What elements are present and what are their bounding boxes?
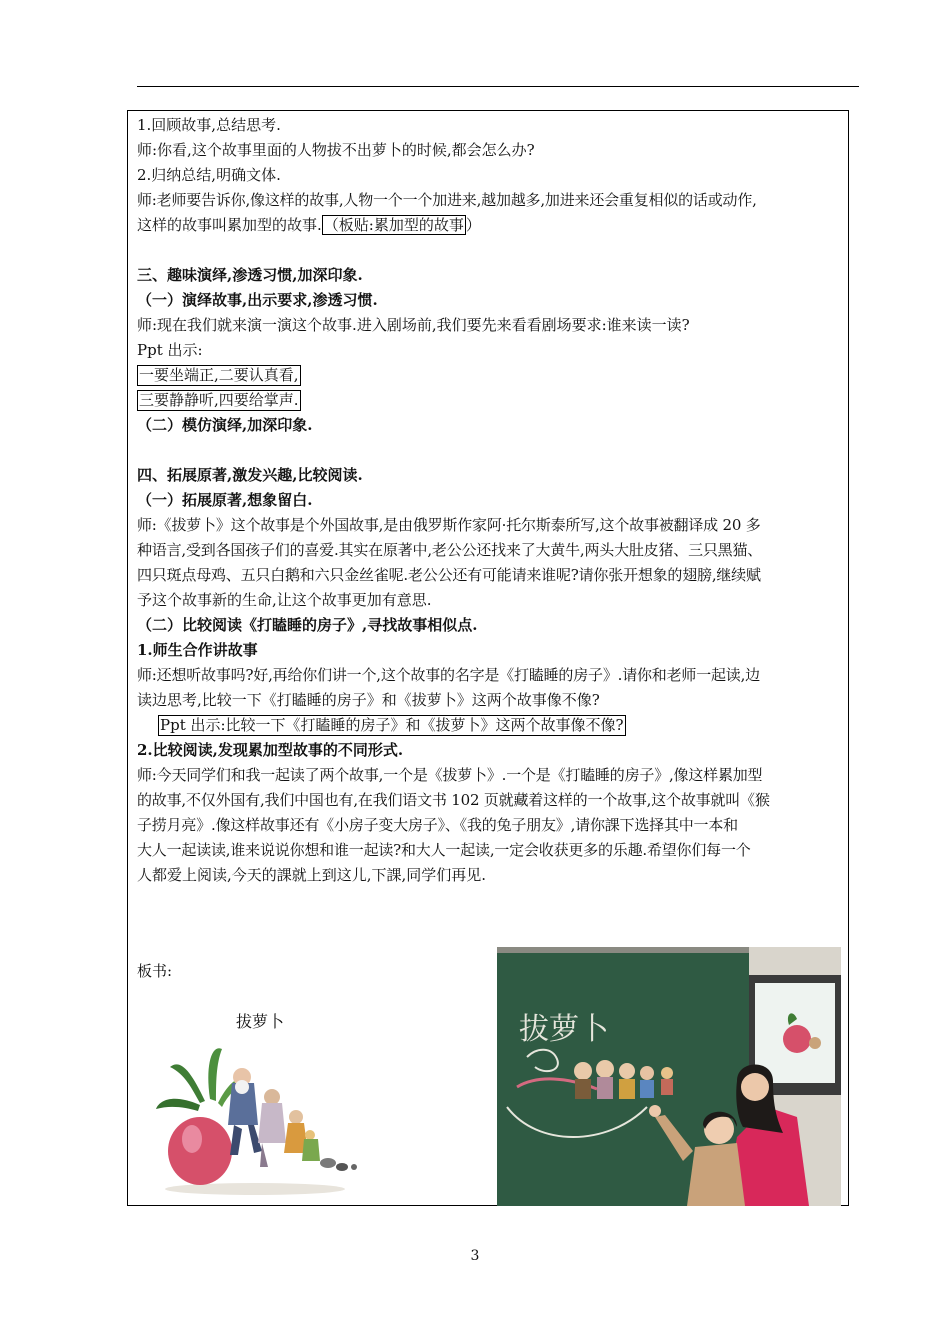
text-line: 师:老师要告诉你,像这样的故事,人物一个一个加进来,越加越多,加进来还会重复相似的话或动作,	[137, 191, 757, 209]
classroom-photo	[497, 947, 841, 1206]
subsection-heading: （一）演绎故事,出示要求,渗透习惯.	[137, 291, 378, 309]
ppt-compare-line	[137, 713, 843, 738]
text-line: 四只斑点母鸡、五只白鹅和六只金丝雀呢.老公公还有可能请来谁呢?请你张开想象的翅膀,继续赋	[137, 566, 761, 584]
blank-line	[137, 238, 843, 263]
lesson-content	[137, 113, 843, 888]
text-line: 1.回顾故事,总结思考.	[137, 116, 281, 134]
header-rule	[137, 86, 859, 87]
text-line: 师:你看,这个故事里面的人物拔不出萝卜的时候,都会怎么办?	[137, 141, 535, 159]
subsection-heading: （二）模仿演绎,加深印象.	[137, 416, 313, 434]
text-line	[137, 213, 843, 238]
text-line: 读边思考,比较一下《打瞌睡的房子》和《拔萝卜》这两个故事像不像?	[137, 691, 600, 709]
section-heading: 三、趣味演绎,渗透习惯,加深印象.	[137, 266, 363, 284]
section-heading: 四、拓展原著,激发兴趣,比较阅读.	[137, 466, 363, 484]
text-span: 这样的故事叫累加型的故事.	[137, 216, 322, 234]
radish-illustration	[150, 1039, 360, 1199]
subsection-heading: （二）比较阅读《打瞌睡的房子》,寻找故事相似点.	[137, 616, 478, 634]
ppt-compare-box: Ppt 出示:比较一下《打瞌睡的房子》和《拔萝卜》这两个故事像不像?	[160, 716, 624, 734]
text-line: 2.归纳总结,明确文体.	[137, 166, 281, 184]
page-number: 3	[470, 1248, 480, 1264]
step-heading: 1.师生合作讲故事	[137, 641, 258, 659]
ppt-rule-box: 三要静静听,四要给掌声.	[139, 391, 299, 409]
subsection-heading: （一）拓展原著,想象留白.	[137, 491, 313, 509]
text-line: 师:今天同学们和我一起读了两个故事,一个是《拔萝卜》.一个是《打瞌睡的房子》,像这样累加型	[137, 766, 763, 784]
text-line: 的故事,不仅外国有,我们中国也有,在我们语文书 102 页就藏着这样的一个故事,这个故事就叫《猴	[137, 791, 770, 809]
text-line: 师:现在我们就来演一演这个故事.进入剧场前,我们要先来看看剧场要求:谁来读一读?	[137, 316, 690, 334]
blank-line	[137, 438, 843, 463]
text-line: 予这个故事新的生命,让这个故事更加有意思.	[137, 591, 432, 609]
step-heading: 2.比较阅读,发现累加型故事的不同形式.	[137, 741, 404, 759]
text-line: Ppt 出示:	[137, 341, 203, 359]
ppt-rule-box: 一要坐端正,二要认真看,	[139, 366, 299, 384]
text-line: 师:《拔萝卜》这个故事是个外国故事,是由俄罗斯作家阿·托尔斯泰所写,这个故事被翻译成 20 多	[137, 516, 761, 534]
ppt-rule-line	[137, 388, 843, 413]
text-line: 人都爱上阅读,今天的課就上到这儿,下課,同学们再见.	[137, 866, 487, 884]
text-line: 子捞月亮》.像这样故事还有《小房子变大房子》、《我的兔子朋友》,请你課下选择其中一本和	[137, 816, 738, 834]
chalk-title: 拔萝卜	[519, 1012, 609, 1047]
board-label: 板书:	[137, 962, 173, 980]
board-title: 拔萝卜	[236, 1012, 285, 1031]
text-line: 种语言,受到各国孩子们的喜爱.其实在原著中,老公公还找来了大黄牛,两头大肚皮猪、三只黑猫、	[137, 541, 763, 559]
text-span: ）	[465, 216, 481, 234]
text-line: 师:还想听故事吗?好,再给你们讲一个,这个故事的名字是《打瞌睡的房子》.请你和老师一起读,边	[137, 666, 760, 684]
ppt-rule-line	[137, 363, 843, 388]
board-note-box: （板贴:累加型的故事	[323, 216, 464, 234]
text-line: 大人一起读读,谁来说说你想和谁一起读?和大人一起读,一定会收获更多的乐趣.希望你们每一个	[137, 841, 751, 859]
lesson-table-cell	[127, 110, 849, 1206]
